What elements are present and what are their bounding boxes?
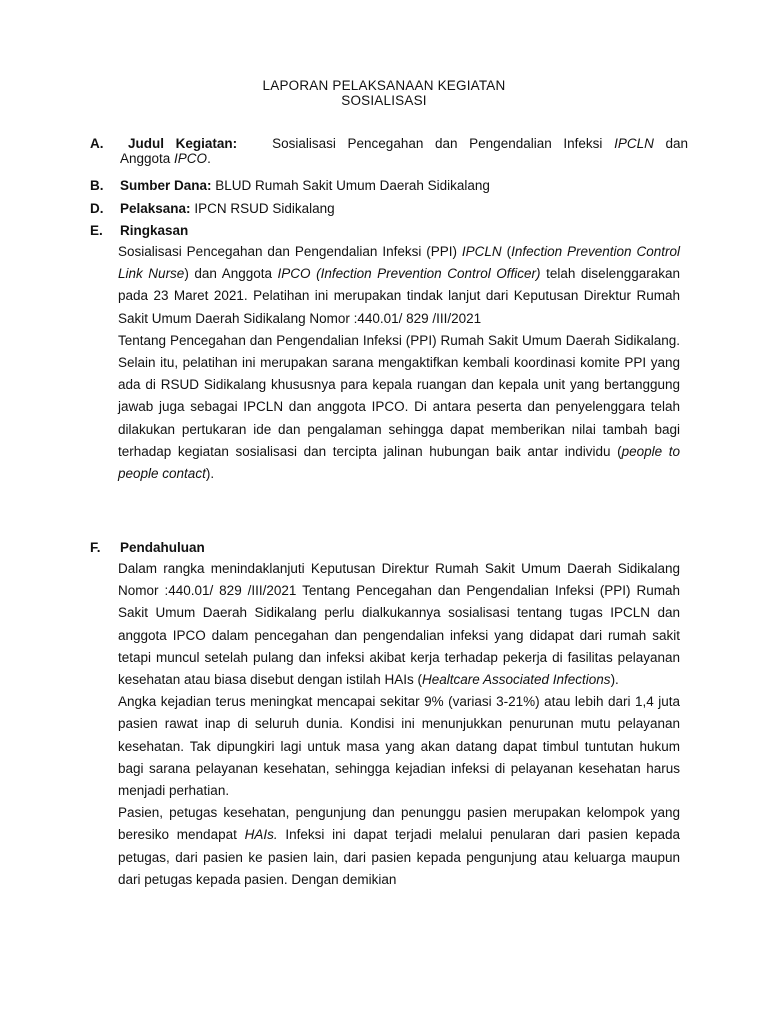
section-e-marker: E. bbox=[90, 223, 103, 238]
p1-ipcln-expansion: Infection Prevention Control Link Nurse bbox=[118, 244, 680, 282]
section-d-content bbox=[120, 198, 688, 219]
p1-text-1: Sosialisasi Pencegahan dan Pengendalian Infeksi (PPI) bbox=[118, 244, 462, 259]
section-a-line-2 bbox=[120, 148, 688, 169]
pendahuluan-paragraph-2 bbox=[118, 691, 680, 802]
f-p3-italic: HAIs. bbox=[244, 827, 278, 843]
section-a-label: Judul Kegiatan: bbox=[128, 136, 238, 151]
p1-ipcln: IPCLN bbox=[461, 244, 502, 259]
pendahuluan-paragraph-3 bbox=[118, 802, 680, 891]
section-d-marker: D. bbox=[90, 201, 104, 216]
section-e-body bbox=[118, 241, 680, 485]
section-f-heading: Pendahuluan bbox=[120, 540, 205, 555]
f-p1-text-1: Dalam rangka menindaklanjuti Keputusan Direktur Rumah Sakit Umum Daerah Sidikalang Nomor :440.01/ 829 /III/2021 Tentang Pencegahan dan Pengendalian Infeksi (PPI) Rumah Sakit Umum Daerah Sidikalang perlu dialkukannya sosialisasi tentang tugas IPCLN dan anggota IPCO dalam pencegahan dan pengendalian infeksi yang didapat dari rumah sakit tetapi muncul setelah pulang dan infeksi akibat kerja terhadap pekerja di fasilitas pelayanan kesehatan atau biasa disebut dengan istilah HAIs ( bbox=[118, 561, 680, 688]
title-line-1: LAPORAN PELAKSANAAN KEGIATAN bbox=[262, 78, 506, 93]
p2-text-1: Tentang Pencegahan dan Pengendalian Infeksi (PPI) Rumah Sakit Umum Daerah Sidikalang. Selain itu, pelatihan ini merupakan sarana mengaktifkan kembali koordinasi komite PPI yang ada di RSUD Sidikalang khususnya para kepala ruangan dan kepala unit yang bertanggung jawab juga sebagai IPCLN dan anggota IPCO. Di antara peserta dan penyelenggara telah dilakukan pertukaran ide dan pengalaman sehingga dapat memberikan nilai tambah bagi terhadap kegiatan sosialisasi dan tercipta jalinan hubungan baik antar individu ( bbox=[118, 332, 680, 459]
section-b-value: BLUD Rumah Sakit Umum Daerah Sidikalang bbox=[215, 178, 490, 193]
p1-text-2: ( bbox=[501, 244, 512, 259]
f-p2-text: Angka kejadian terus meningkat mencapai sekitar 9% (variasi 3-21%) atau lebih dari 1,4 juta pasien rawat inap di seluruh dunia. Kondisi ini menunjukkan penurunan mutu pelayanan kesehatan. Tak dipungkiri lagi untuk masa yang akan datang dapat timbul tuntutan hukum bagi sarana pelayanan kesehatan, sehingga kejadian infeksi di pelayanan kesehatan harus menjadi perhatian. bbox=[118, 694, 680, 799]
section-f-body bbox=[118, 558, 680, 891]
pendahuluan-paragraph-1 bbox=[118, 558, 680, 691]
report-title bbox=[0, 78, 768, 108]
section-d-value: IPCN RSUD Sidikalang bbox=[194, 201, 335, 216]
section-e-heading: Ringkasan bbox=[120, 223, 189, 238]
f-p3-text-2: Infeksi ini dapat terjadi melalui penularan dari pasien kepada petugas, dari pasien ke pasien lain, dari pasien kepada pengunjung atau keluarga maupun dari petugas kepada pasien. Dengan demikian bbox=[118, 827, 680, 887]
section-a-and: dan bbox=[653, 136, 688, 151]
section-b-content bbox=[120, 175, 688, 196]
title-line-2: SOSIALISASI bbox=[341, 93, 427, 108]
section-f-marker: F. bbox=[90, 540, 101, 555]
section-a-line2-end: . bbox=[207, 151, 211, 166]
section-b-label: Sumber Dana: bbox=[120, 178, 212, 193]
section-a-ipco: IPCO bbox=[174, 151, 208, 166]
p2-italic: people to people contact bbox=[118, 443, 680, 482]
p1-text-3: ) dan Anggota bbox=[184, 266, 278, 282]
f-p1-text-2: ). bbox=[610, 672, 619, 688]
section-a-text: Sosialisasi Pencegahan dan Pengendalian Infeksi bbox=[272, 136, 615, 151]
section-a-ipcln: IPCLN bbox=[614, 136, 654, 151]
ringkasan-paragraph-1 bbox=[118, 241, 680, 330]
section-d-label: Pelaksana: bbox=[120, 201, 191, 216]
ringkasan-paragraph-2 bbox=[118, 330, 680, 485]
section-a-marker: A. bbox=[90, 136, 104, 151]
section-a-line2-text: Anggota bbox=[120, 151, 175, 166]
p1-text-4: telah diselenggarakan pada 23 Maret 2021. Pelatihan ini merupakan tindak lanjut dari Keputusan Direktur Rumah Sakit Umum Daerah Sidikalang Nomor :440.01/ 829 /III/2021 bbox=[118, 266, 680, 326]
section-b-marker: B. bbox=[90, 178, 104, 193]
f-p3-text-1: Pasien, petugas kesehatan, pengunjung dan penunggu pasien merupakan kelompok yang beresiko mendapat bbox=[118, 805, 680, 843]
p2-text-2: ). bbox=[205, 466, 215, 482]
p1-ipco-expansion: IPCO (Infection Prevention Control Officer) bbox=[277, 266, 541, 282]
f-p1-italic: Healtcare Associated Infections bbox=[421, 672, 611, 688]
